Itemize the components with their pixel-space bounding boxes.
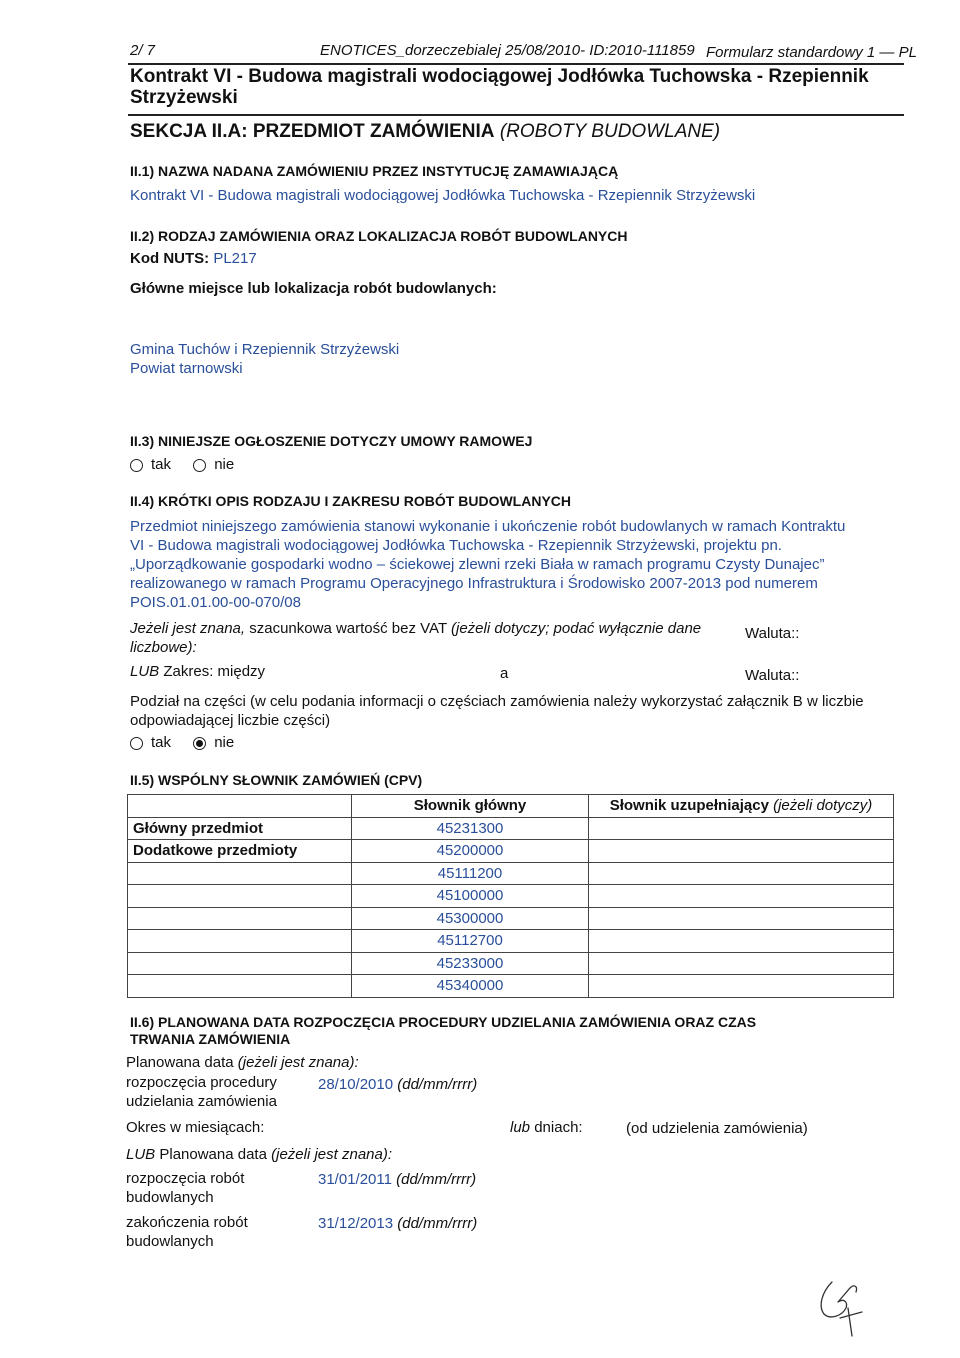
- days-row: [510, 1119, 583, 1136]
- s1-value: Kontrakt VI - Budowa magistrali wodociągowej Jodłówka Tuchowska - Rzepiennik Strzyżewski: [130, 187, 756, 204]
- start-proc-label-1: rozpoczęcia procedury: [126, 1074, 277, 1091]
- table-row: [128, 975, 894, 998]
- table-row: [128, 907, 894, 930]
- s6-heading-line1: II.6) PLANOWANA DATA ROZPOCZĘCIA PROCEDURY UDZIELANIA ZAMÓWIENIA ORAZ CZAS: [130, 1014, 757, 1030]
- s4-tak-label: tak: [151, 734, 172, 751]
- cpv-table: [127, 794, 894, 998]
- s4-heading: II.4) KRÓTKI OPIS RODZAJU I ZAKRESU ROBÓT BUDOWLANYCH: [130, 493, 572, 509]
- table-cell: [589, 885, 894, 908]
- s4-desc-line1: Przedmiot niniejszego zamówienia stanowi wykonanie i ukończenie robót budowlanych w ramach Kontraktu: [130, 518, 846, 535]
- currency-label-1: Waluta::: [745, 625, 800, 642]
- days-lub: lub: [510, 1119, 531, 1136]
- table-cell: [128, 975, 352, 998]
- nuts-row: [130, 250, 257, 267]
- start-proc-date: 28/10/2010: [318, 1076, 394, 1093]
- date-format: (dd/mm/rrrr): [396, 1171, 477, 1188]
- parts-line1: Podział na części (w celu podania informacji o częściach zamówienia należy wykorzystać załącznik B w liczbie: [130, 693, 864, 710]
- row-main-label: Główny przedmiot: [128, 817, 352, 840]
- start-works-date: 31/01/2011: [318, 1171, 392, 1188]
- date-format: (dd/mm/rrrr): [397, 1076, 478, 1093]
- s5-heading: II.5) WSPÓLNY SŁOWNIK ZAMÓWIEŃ (CPV): [130, 772, 423, 788]
- end-works-date: 31/12/2013: [318, 1215, 394, 1232]
- s3-heading: II.3) NINIEJSZE OGŁOSZENIE DOTYCZY UMOWY RAMOWEJ: [130, 433, 533, 449]
- s4-radio-nie[interactable]: [193, 737, 206, 750]
- table-row: [128, 840, 894, 863]
- doc-title-line2: Strzyżewski: [130, 87, 238, 108]
- table-cell: [128, 862, 352, 885]
- location-line1: Gmina Tuchów i Rzepiennik Strzyżewski: [130, 341, 400, 358]
- cpv-code: 45200000: [352, 840, 589, 863]
- table-cell: [128, 952, 352, 975]
- table-cell: [589, 907, 894, 930]
- lub-label: LUB: [130, 663, 160, 680]
- value-note: (jeżeli dotyczy; podać wyłącznie dane: [451, 620, 702, 637]
- parts-line2: odpowiadającej liczbie części): [130, 712, 331, 729]
- range-line: [130, 663, 265, 680]
- s3-radio-tak[interactable]: [130, 459, 143, 472]
- s4-radio-tak[interactable]: [130, 737, 143, 750]
- section-title-sub: (ROBOTY BUDOWLANE): [499, 121, 721, 142]
- s4-desc-line3: „Uporządkowanie gospodarki wodno – ściekowej zlewni rzeki Biała w ramach programu Czysty Dunajec”: [130, 556, 825, 573]
- s6-heading-line2: TRWANIA ZAMÓWIENIA: [130, 1031, 291, 1047]
- col-supp-header: [589, 795, 894, 818]
- table-row: [128, 862, 894, 885]
- planned2-line: [126, 1146, 392, 1163]
- handwritten-initials-icon: [812, 1278, 872, 1340]
- table-row: [128, 885, 894, 908]
- cpv-code: 45300000: [352, 907, 589, 930]
- table-row: [128, 817, 894, 840]
- s4-desc-line4: realizowanego w ramach Programu Operacyjnego Infrastruktura i Środowisko 2007-2013 pod numerem: [130, 575, 818, 592]
- s4-nie-label: nie: [214, 734, 235, 751]
- s3-radio-nie[interactable]: [193, 459, 206, 472]
- months-label: Okres w miesiącach:: [126, 1119, 265, 1136]
- nuts-label: Kod NUTS:: [130, 250, 210, 267]
- planned2-note: (jeżeli jest znana):: [271, 1146, 393, 1163]
- header-rule: [128, 63, 904, 65]
- value-label: szacunkowa wartość bez VAT: [249, 620, 447, 637]
- cpv-code: 45231300: [352, 817, 589, 840]
- planned2-label: Planowana data: [159, 1146, 267, 1163]
- start-works-label-2: budowlanych: [126, 1189, 214, 1206]
- col-main-header: Słownik główny: [352, 795, 589, 818]
- s2-heading: II.2) RODZAJ ZAMÓWIENIA ORAZ LOKALIZACJA ROBÓT BUDOWLANYCH: [130, 228, 628, 244]
- from-award-label: (od udzielenia zamówienia): [626, 1120, 808, 1137]
- planned2-lub: LUB: [126, 1146, 156, 1163]
- cpv-code: 45233000: [352, 952, 589, 975]
- s4-options: [130, 734, 234, 751]
- s3-nie-label: nie: [214, 456, 235, 473]
- table-cell: [128, 795, 352, 818]
- start-proc-label-2: udzielania zamówienia: [126, 1093, 277, 1110]
- table-cell: [128, 885, 352, 908]
- table-cell: [589, 840, 894, 863]
- col-supp-title: Słownik uzupełniający: [609, 797, 769, 815]
- notice-id: ENOTICES_dorzeczebialej 25/08/2010- ID:2010-111859: [320, 42, 695, 59]
- table-row: [128, 795, 894, 818]
- table-cell: [128, 907, 352, 930]
- days-label: dniach:: [534, 1119, 583, 1136]
- location-label: Główne miejsce lub lokalizacja robót budowlanych:: [130, 280, 497, 297]
- table-cell: [589, 975, 894, 998]
- table-row: [128, 952, 894, 975]
- col-supp-note: (jeżeli dotyczy): [773, 797, 873, 815]
- table-cell: [589, 952, 894, 975]
- section-title-main: SEKCJA II.A: PRZEDMIOT ZAMÓWIENIA: [130, 121, 495, 142]
- doc-title-line1: Kontrakt VI - Budowa magistrali wodociągowej Jodłówka Tuchowska - Rzepiennik: [130, 66, 869, 87]
- value-note-2: liczbowe):: [130, 639, 197, 656]
- planned-note: (jeżeli jest znana):: [237, 1054, 359, 1071]
- start-proc-date-row: [318, 1076, 477, 1093]
- cpv-code: 45111200: [352, 862, 589, 885]
- s3-tak-label: tak: [151, 456, 172, 473]
- s4-desc-line2: VI - Budowa magistrali wodociągowej Jodłówka Tuchowska - Rzepiennik Strzyżewski, projektu pn.: [130, 537, 782, 554]
- end-works-date-row: [318, 1215, 477, 1232]
- end-works-label-1: zakończenia robót: [126, 1214, 248, 1231]
- section-title: [130, 121, 720, 143]
- nuts-value: PL217: [213, 250, 257, 267]
- table-cell: [589, 862, 894, 885]
- page-number: 2/ 7: [130, 42, 156, 59]
- s1-heading: II.1) NAZWA NADANA ZAMÓWIENIU PRZEZ INSTYTUCJĘ ZAMAWIAJĄCĄ: [130, 163, 619, 179]
- start-works-label-1: rozpoczęcia robót: [126, 1170, 245, 1187]
- start-works-date-row: [318, 1171, 476, 1188]
- cpv-code: 45100000: [352, 885, 589, 908]
- planned-line: [126, 1054, 359, 1071]
- table-row: [128, 930, 894, 953]
- title-rule: [128, 114, 904, 116]
- table-cell: [589, 930, 894, 953]
- planned-label: Planowana data: [126, 1054, 234, 1071]
- s3-options: [130, 456, 234, 473]
- end-works-label-2: budowlanych: [126, 1233, 214, 1250]
- currency-label-2: Waluta::: [745, 667, 800, 684]
- value-if-known: Jeżeli jest znana,: [130, 620, 246, 637]
- date-format: (dd/mm/rrrr): [397, 1215, 478, 1232]
- table-cell: [128, 930, 352, 953]
- cpv-code: 45112700: [352, 930, 589, 953]
- row-add-label: Dodatkowe przedmioty: [128, 840, 352, 863]
- table-cell: [589, 817, 894, 840]
- s4-desc-line5: POIS.01.01.00-00-070/08: [130, 594, 301, 611]
- form-label: Formularz standardowy 1 — PL: [706, 44, 917, 61]
- range-and: a: [500, 665, 509, 682]
- range-label: Zakres: między: [163, 663, 266, 680]
- location-line2: Powiat tarnowski: [130, 360, 243, 377]
- value-line: [130, 620, 701, 637]
- cpv-code: 45340000: [352, 975, 589, 998]
